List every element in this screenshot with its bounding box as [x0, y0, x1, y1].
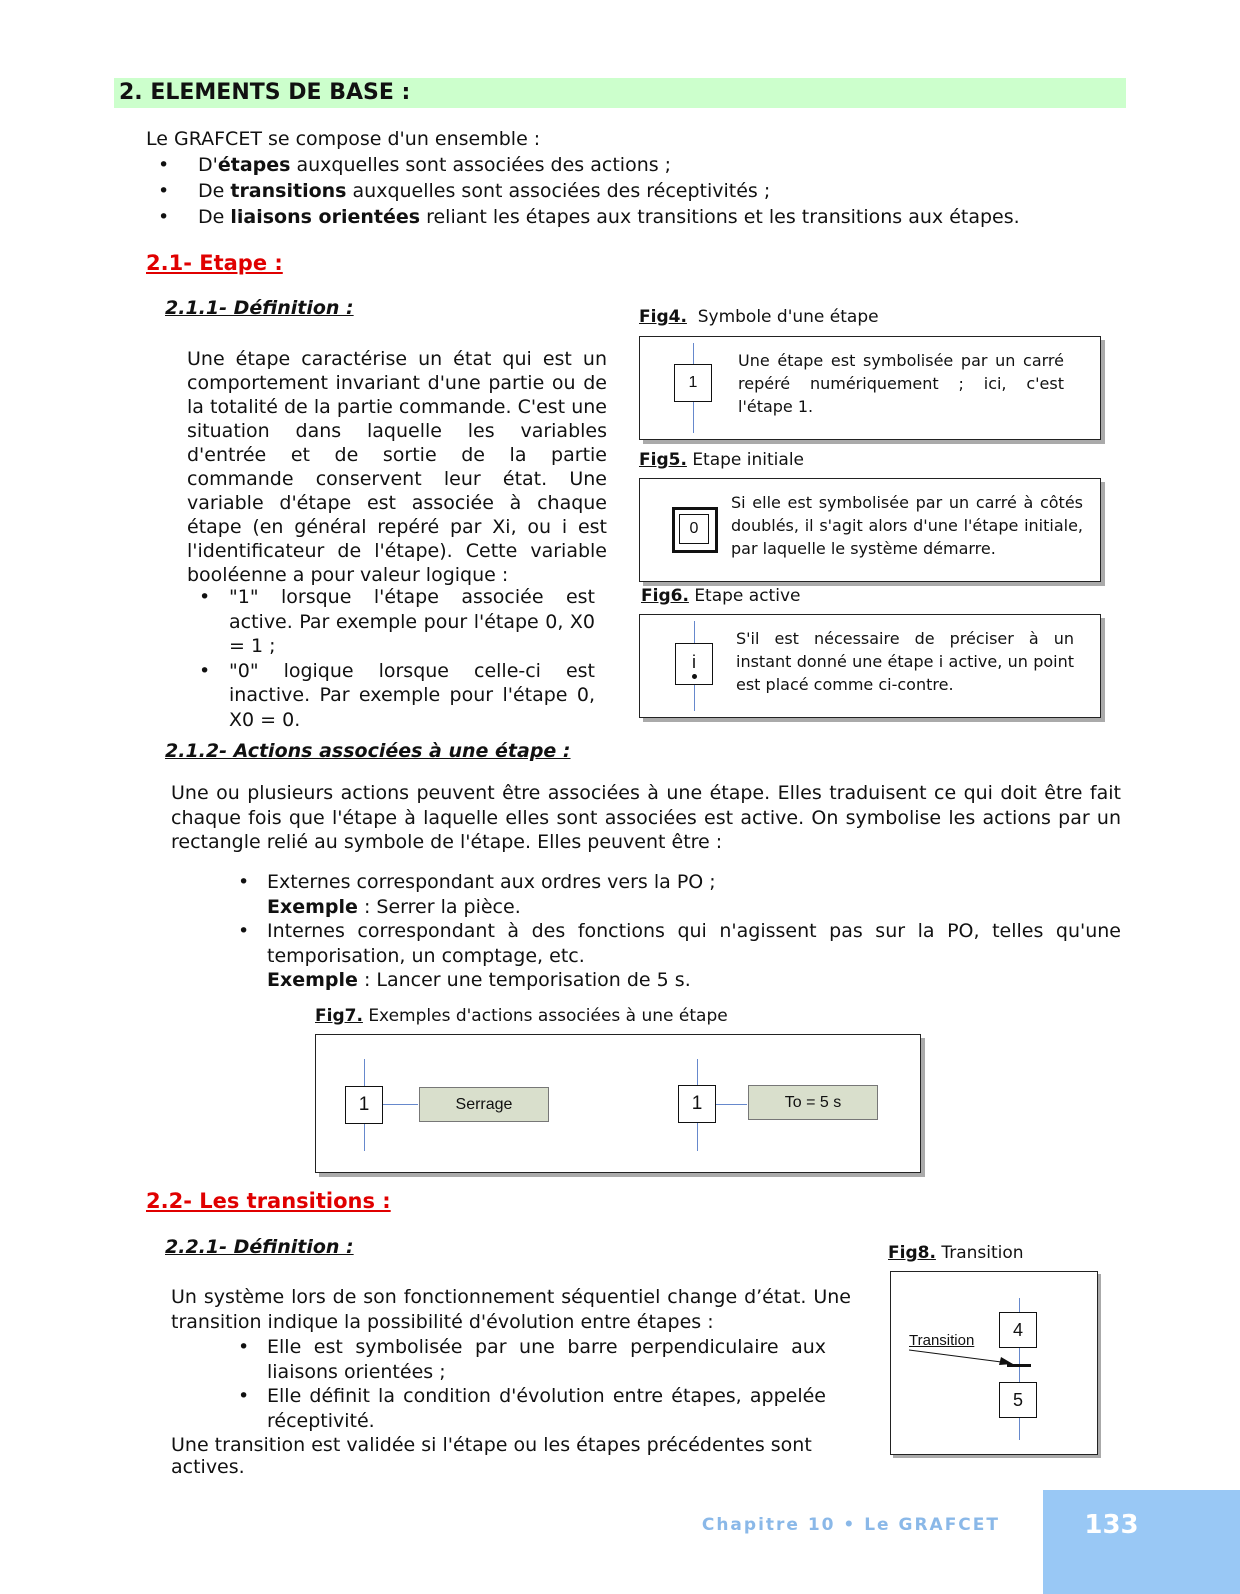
list-item: • Elle est symbolisée par une barre perpendiculaire aux liaisons orientées ;: [226, 1335, 826, 1384]
step-box: 1: [345, 1086, 383, 1124]
fig8-box: [890, 1271, 1098, 1455]
list-item: • De transitions auxquelles sont associées des réceptivités ;: [146, 178, 1020, 204]
transitions-closing: Une transition est validée si l'étape ou les étapes précédentes sont actives.: [171, 1434, 812, 1478]
active-dot: [692, 674, 697, 679]
actions-list: [226, 870, 1121, 993]
list-item: • Externes correspondant aux ordres vers la PO ; Exemple : Serrer la pièce.: [226, 870, 1121, 919]
list-item: • De liaisons orientées reliant les étapes aux transitions et les transitions aux étapes.: [146, 204, 1020, 230]
step-box: 5: [999, 1382, 1037, 1418]
etape-heading: 2.1- Etape :: [146, 251, 283, 275]
arrow-icon: [909, 1348, 1019, 1368]
fig7-caption: Fig7. Exemples d'actions associées à une étape: [315, 1006, 728, 1026]
intro-lead: Le GRAFCET se compose d'un ensemble :: [146, 128, 541, 150]
fig4-caption: Fig4. Symbole d'une étape: [639, 307, 879, 327]
fig5-caption: Fig5. Etape initiale: [639, 450, 804, 470]
transitions-text: Un système lors de son fonctionnement séquentiel change d’état. Une transition indique la possibilité d'évolution entre étapes :: [171, 1286, 851, 1333]
actions-text: Une ou plusieurs actions peuvent être associées à une étape. Elles traduisent ce qui doit être fait chaque fois que l'étape à laquelle elles sont associées est active. On symbolise les actions par un rectangle relié au symbole de l'étape. Elles peuvent être :: [171, 782, 1121, 853]
transitions-list: [226, 1335, 826, 1433]
actions-heading: 2.1.2- Actions associées à une étape :: [165, 740, 571, 762]
fig4-text: Une étape est symbolisée par un carré repéré numériquement ; ici, c'est l'étape 1.: [738, 351, 1064, 416]
fig8-caption: Fig8. Transition: [888, 1243, 1024, 1263]
fig5-box: [639, 478, 1101, 582]
list-item: • "1" lorsque l'étape associée est active. Par exemple pour l'étape 0, X0 = 1 ;: [187, 585, 595, 659]
step-box: 1: [678, 1085, 716, 1123]
initial-step-box: [672, 507, 718, 553]
transition-label: Transition: [909, 1332, 975, 1349]
intro-list: [146, 152, 1020, 230]
list-item: • Internes correspondant à des fonctions qui n'agissent pas sur la PO, telles qu'une temporisation, un comptage, etc. Exemple : Lancer une temporisation de 5 s.: [226, 919, 1121, 993]
step-label: i: [692, 652, 696, 672]
action-box: Serrage: [419, 1087, 549, 1122]
transitions-heading: 2.2- Les transitions :: [146, 1189, 391, 1213]
footer-chapter: Chapitre 10 • Le GRAFCET: [701, 1515, 1000, 1535]
list-item: • Elle définit la condition d'évolution entre étapes, appelée réceptivité.: [226, 1384, 826, 1433]
section-title: 2. ELEMENTS DE BASE :: [114, 78, 1126, 108]
fig4-box: [639, 336, 1101, 440]
fig5-text: Si elle est symbolisée par un carré à côtés doublés, il s'agit alors d'une l'étape initiale, par laquelle le système démarre.: [731, 493, 1083, 558]
etape-def-text: Une étape caractérise un état qui est un comportement invariant d'une partie ou de la totalité de la partie commande. C'est une situation dans laquelle les variables d'entrée et de sortie de la partie commande conservent leur état. Une variable d'étape est associée à chaque étape (en général repéré par Xi, ou i est l'identificateur de l'étape). Cette variable booléenne a pour valeur logique :: [187, 348, 607, 586]
step-box: 1: [674, 364, 712, 402]
page-number: 133: [1084, 1510, 1139, 1540]
fig6-caption: Fig6. Etape active: [641, 586, 801, 606]
fig7-box: [315, 1034, 921, 1173]
fig6-box: [639, 614, 1101, 718]
etape-values: [187, 585, 595, 732]
action-box: To = 5 s: [748, 1085, 878, 1120]
intro: [146, 126, 1020, 230]
page-number-box: [1043, 1490, 1240, 1594]
initial-step-inner: 0: [679, 514, 709, 544]
transitions-def-heading: 2.2.1- Définition :: [165, 1236, 354, 1258]
fig6-text: S'il est nécessaire de préciser à un instant donné une étape i active, un point est placé comme ci-contre.: [736, 629, 1074, 693]
list-item: • "0" logique lorsque celle-ci est inactive. Par exemple pour l'étape 0, X0 = 0.: [187, 659, 595, 733]
step-box: 4: [999, 1312, 1037, 1348]
active-step-box: [675, 643, 713, 685]
etape-def-heading: 2.1.1- Définition :: [165, 297, 354, 319]
list-item: • D'étapes auxquelles sont associées des actions ;: [146, 152, 1020, 178]
